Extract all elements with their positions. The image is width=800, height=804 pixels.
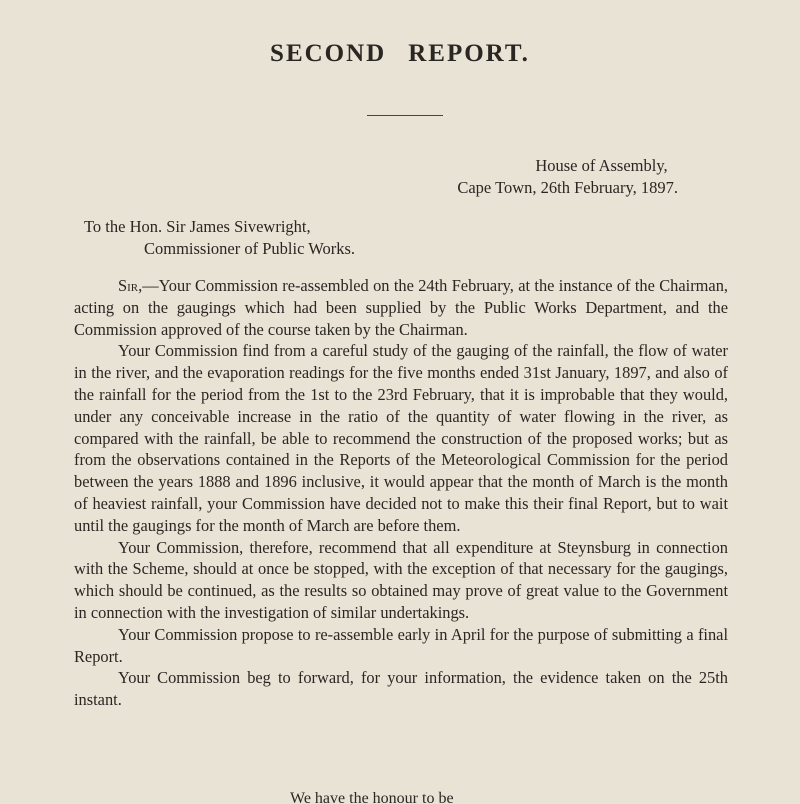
salutation-sir: Sir, — [118, 276, 143, 295]
paragraph-3: Your Commission, therefore, recommend that all expenditure at Steynsburg in connection with the Scheme, should at once be stopped, with the exception of that necessary for the gaugings, which should be continued, as the results so obtained may prove of great value to the Government in connection with the investigation of similar undertakings. — [74, 537, 728, 622]
paragraph-4: Your Commission propose to re-assemble early in April for the purpose of submitting a final Report. — [74, 624, 728, 666]
dateline-place: House of Assembly, — [535, 156, 668, 175]
addressee — [84, 216, 355, 260]
closing-line-partial: We have the honour to be — [290, 790, 454, 804]
title-word-report: REPORT. — [408, 40, 530, 67]
addressee-title: Commissioner of Public Works. — [144, 239, 356, 258]
title-word-second: SECOND — [270, 40, 387, 67]
dateline — [457, 155, 678, 199]
paragraph-1-text: —Your Commission re-assembled on the 24th February, at the instance of the Chairman, acting on the gaugings which had been supplied by the Public Works Department, and the Commission approved of the course taken by the Chairman. — [74, 276, 728, 339]
addressee-name: To the Hon. Sir James Sivewright, — [84, 217, 311, 236]
dateline-date: Cape Town, 26th February, 1897. — [457, 178, 678, 197]
paragraph-2: Your Commission find from a careful study of the gauging of the rainfall, the flow of water in the river, and the evaporation readings for the five months ended 31st January, 1897, and also of the rainfall for the period from the 1st to the 23rd February, that it is improbable that they would, under any conceivable increase in the ratio of the quantity of water flowing in the river, as compared with the rainfall, be able to recommend the construction of the proposed works; but as from the observations contained in the Reports of the Meteorological Commission for the period between the years 1888 and 1896 inclusive, it would appear that the month of March is the month of heaviest rainfall, your Commission have decided not to make this their final Report, but to wait until the gaugings for the month of March are before them. — [74, 341, 728, 535]
report-body — [74, 275, 728, 711]
paragraph-1 — [74, 275, 728, 340]
paragraph-5: Your Commission beg to forward, for your information, the evidence taken on the 25th instant. — [74, 668, 728, 710]
page-title — [0, 40, 800, 68]
title-divider — [367, 115, 443, 116]
